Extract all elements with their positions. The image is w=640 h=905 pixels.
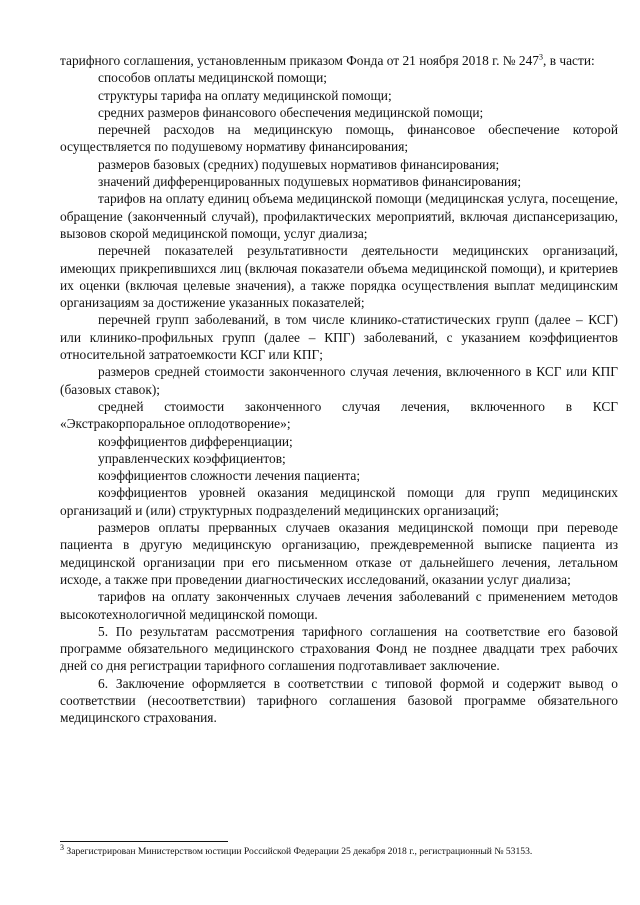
list-item: размеров оплаты прерванных случаев оказания медицинской помощи при переводе пациента в другую медицинскую организацию, преждевременной выписке пациента из медицинской организации при его письменном отказе от дальнейшего лечения, летальном исходе, а также при проведении диагностических исследований, оказании услуг диализа;	[60, 520, 618, 587]
footnote-separator	[60, 841, 228, 842]
list-item: средней стоимости законченного случая лечения, включенного в КСГ «Экстракорпоральное оплодотворение»;	[60, 398, 618, 432]
footnote-reference: 3	[539, 52, 544, 62]
list-item: перечней расходов на медицинскую помощь, финансовое обеспечение которой осуществляется по подушевому нормативу финансирования;	[60, 122, 618, 155]
list-item: коэффициентов уровней оказания медицинской помощи для групп медицинских организаций и (или) структурных подразделений медицинских организаций;	[60, 485, 618, 518]
list-item: управленческих коэффициентов;	[98, 450, 286, 466]
paragraph-6: 6. Заключение оформляется в соответствии с типовой формой и содержит вывод о соответствии (несоответствии) тарифного соглашения базовой программе обязательного медицинского страхования.	[60, 675, 618, 726]
list-item: перечней показателей результативности деятельности медицинских организаций, имеющих прикрепившихся лиц (включая показатели объема медицинской помощи), и критериев их оценки (включая целевые значения), а также порядка осуществления выплат медицинским организациям за достижение указанных показателей;	[60, 243, 618, 311]
document-body	[60, 52, 618, 727]
list-item: коэффициентов сложности лечения пациента;	[98, 468, 361, 484]
list-item: структуры тарифа на оплату медицинской помощи;	[98, 87, 392, 103]
list-item: средних размеров финансового обеспечения медицинской помощи;	[98, 104, 484, 120]
intro-paragraph	[60, 52, 618, 69]
list-item: тарифов на оплату законченных случаев лечения заболеваний с применением методов высокотехнологичной медицинской помощи.	[60, 589, 618, 622]
list-item: значений дифференцированных подушевых нормативов финансирования;	[98, 174, 522, 190]
list-item: способов оплаты медицинской помощи;	[98, 70, 327, 86]
intro-text: тарифного соглашения, установленным приказом Фонда от 21 ноября 2018 г. № 247	[60, 53, 540, 68]
list-item: размеров средней стоимости законченного случая лечения, включенного в КСГ или КПГ (базовых ставок);	[60, 364, 618, 397]
list-item: тарифов на оплату единиц объема медицинской помощи (медицинская услуга, посещение, обращение (законченный случай), профилактических мероприятий, включая диспансеризацию, вызовов скорой медицинской помощи, услуг диализа;	[60, 191, 618, 241]
list-item: коэффициентов дифференциации;	[98, 433, 293, 449]
list-item: перечней групп заболеваний, в том числе клинико-статистических групп (далее – КСГ) или клинико-профильных групп (далее – КПГ) заболеваний, с указанием коэффициентов относительной затратоемкости КСГ или КПГ;	[60, 312, 618, 363]
footnote-mark: 3	[60, 842, 64, 852]
list-item: размеров базовых (средних) подушевых нормативов финансирования;	[98, 156, 500, 172]
footnote	[60, 842, 620, 858]
intro-text-end: , в части:	[543, 53, 595, 68]
footnote-text: Зарегистрирован Министерством юстиции Российской Федерации 25 декабря 2018 г., регистрационный № 53153.	[64, 846, 533, 857]
paragraph-5: 5. По результатам рассмотрения тарифного соглашения на соответствие его базовой программе обязательного медицинского страхования Фонд не позднее двадцати трех рабочих дней со дня регистрации тарифного соглашения подготавливает заключение.	[60, 623, 618, 674]
